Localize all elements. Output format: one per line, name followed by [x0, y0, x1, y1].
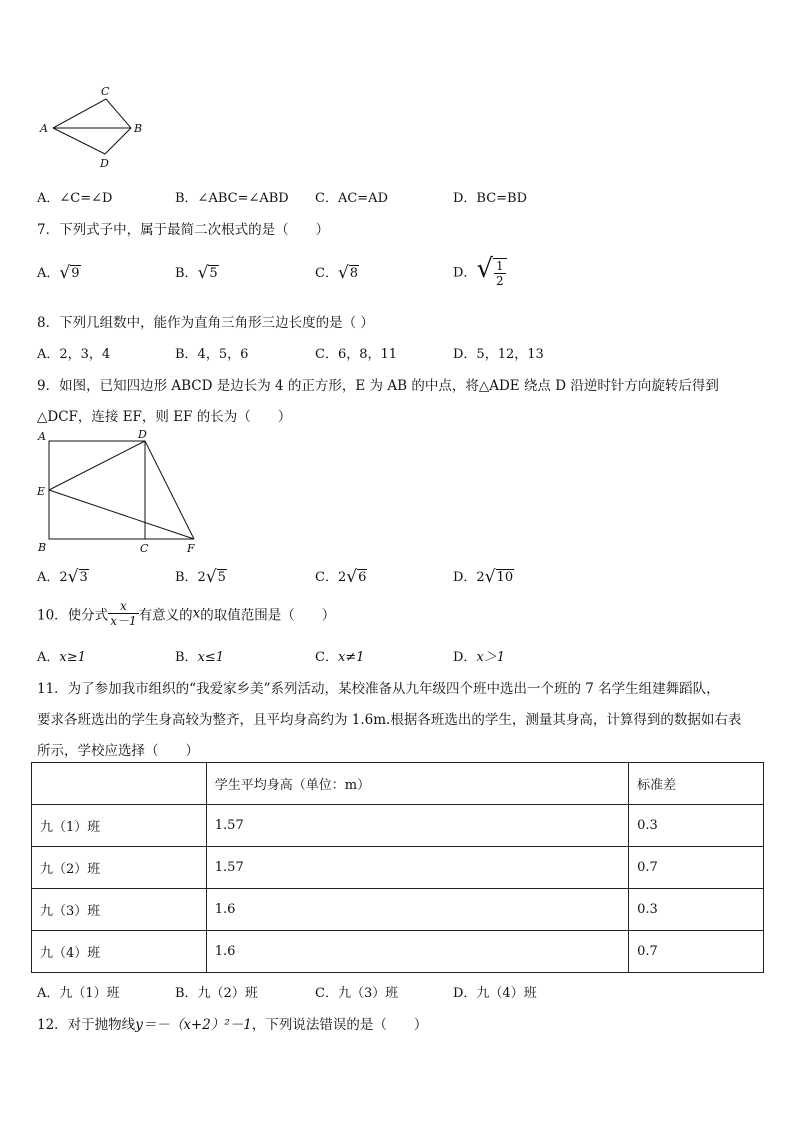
q9-option-c[interactable]	[315, 566, 367, 587]
sqrt-sign: √10	[484, 567, 514, 587]
table-cell-height: 1.57	[206, 805, 628, 847]
q10-prefix: 10．使分式	[37, 607, 109, 624]
height-data-table	[31, 762, 764, 973]
segment-de	[49, 441, 145, 490]
sqrt-sign: √8	[337, 263, 359, 283]
q10-var: x	[192, 605, 201, 622]
q10-suffix: 的取值范围是（ ）	[200, 607, 336, 624]
q10-d-expr: x＞1	[476, 650, 506, 665]
q12-suffix: ，下列说法错误的是（ ）	[251, 1017, 428, 1033]
q9-c-label: C．2	[315, 570, 347, 585]
kite-outline	[53, 99, 131, 154]
q9-b-label: B．2	[175, 570, 206, 585]
table-cell-height: 1.6	[206, 889, 628, 931]
q10-numerator: x	[108, 599, 138, 614]
q11-stem-line1: 11．为了参加我市组织的“我爱家乡美”系列活动，某校准备从九年级四个班中选出一个班的 7 名学生组建舞蹈队，	[37, 681, 720, 697]
q6-option-b[interactable]: B．∠ABC=∠ABD	[175, 191, 289, 206]
label-a: A	[40, 122, 48, 135]
table-row	[32, 931, 764, 973]
q11-option-c[interactable]: C．九（3）班	[315, 986, 399, 1001]
q10-denominator: x－1	[110, 614, 137, 628]
table-cell-class: 九（3）班	[32, 889, 207, 931]
table-row	[32, 889, 764, 931]
table-cell-class: 九（1）班	[32, 805, 207, 847]
q12-prefix: 12．对于抛物线	[37, 1017, 136, 1033]
label-d: D	[138, 428, 147, 441]
q8-option-a[interactable]: A．2，3，4	[37, 347, 111, 362]
q10-a-label: A．	[37, 650, 60, 665]
label-c: C	[140, 542, 149, 555]
label-c: C	[101, 85, 110, 98]
sqrt-sign: √3	[67, 567, 88, 587]
q7-a-label: A．	[37, 266, 60, 281]
q9-stem-line1: 9．如图，已知四边形 ABCD 是边长为 4 的正方形，E 为 AB 的中点，将△ADE 绕点 D 沿逆时针方向旋转后得到	[37, 378, 719, 394]
table-header-cell	[32, 763, 207, 805]
q8-option-c[interactable]: C．6，8，11	[315, 347, 398, 362]
kite-figure	[40, 85, 150, 175]
q9-a-radicand: 3	[79, 570, 88, 585]
label-f: F	[187, 542, 195, 555]
q10-c-label: C．	[315, 650, 338, 665]
q7-c-radicand: 8	[349, 266, 359, 281]
q10-option-b[interactable]	[175, 646, 224, 665]
q10-fraction	[108, 599, 138, 628]
q9-stem-line2: △DCF，连接 EF，则 EF 的长为（ ）	[37, 409, 292, 425]
q7-d-denominator: 2	[496, 273, 504, 288]
label-e: E	[37, 485, 46, 498]
table-cell-stddev: 0.3	[629, 889, 764, 931]
q8-stem: 8．下列几组数中，能作为直角三角形三边长度的是（ ）	[37, 315, 374, 331]
q10-d-label: D．	[453, 650, 477, 665]
q6-option-d[interactable]: D．BC=BD	[453, 191, 528, 206]
q7-c-label: C．	[315, 266, 338, 281]
q11-stem-line2: 要求各班选出的学生身高较为整齐，且平均身高约为 1.6m.根据各班选出的学生，测量其身高，计算得到的数据如右表	[37, 712, 742, 728]
q7-d-label: D．	[453, 265, 477, 281]
q7-b-radicand: 5	[209, 266, 218, 281]
q10-option-c[interactable]	[315, 646, 364, 665]
label-b: B	[134, 122, 143, 135]
segment-ef	[49, 490, 194, 539]
q10-option-d[interactable]	[453, 646, 505, 665]
label-b: B	[38, 541, 47, 554]
segment-df	[145, 441, 194, 539]
table-cell-stddev: 0.7	[629, 931, 764, 973]
q9-d-label: D．2	[453, 570, 485, 585]
table-cell-height: 1.57	[206, 847, 628, 889]
q10-middle: 有意义的	[138, 607, 193, 624]
sqrt-sign: √ $\frac{1}{2}$	[476, 254, 506, 288]
q11-option-a[interactable]: A．九（1）班	[37, 986, 120, 1001]
q7-option-a[interactable]	[37, 262, 81, 283]
q10-a-expr: x≥1	[59, 650, 86, 665]
table-cell-class: 九（4）班	[32, 931, 207, 973]
q11-option-d[interactable]: D．九（4）班	[453, 986, 537, 1001]
sqrt-sign: √6	[346, 567, 367, 587]
q6-option-c[interactable]: C．AC=AD	[315, 191, 388, 206]
q9-d-radicand: 10	[496, 570, 514, 585]
q9-a-label: A．2	[37, 570, 68, 585]
table-header-row	[32, 763, 764, 805]
q7-option-c[interactable]	[315, 262, 359, 283]
q8-option-b[interactable]: B．4，5，6	[175, 347, 249, 362]
q6-option-a[interactable]: A．∠C=∠D	[37, 191, 113, 206]
q7-d-numerator: 1	[496, 258, 504, 273]
q9-option-b[interactable]	[175, 566, 227, 587]
sqrt-sign: √5	[205, 567, 226, 587]
table-cell-class: 九（2）班	[32, 847, 207, 889]
table-row	[32, 847, 764, 889]
q10-b-label: B．	[175, 650, 198, 665]
q7-stem: 7．下列式子中，属于最简二次根式的是（ ）	[37, 222, 330, 238]
label-d: D	[100, 157, 109, 170]
sqrt-sign: √9	[59, 263, 80, 283]
q10-stem	[37, 599, 335, 628]
table-cell-stddev: 0.7	[629, 847, 764, 889]
q11-stem-line3: 所示，学校应选择（ ）	[37, 743, 199, 759]
q12-expression: y＝－（x+2）²－1	[135, 1017, 252, 1033]
label-a: A	[38, 430, 46, 443]
q9-option-a[interactable]	[37, 566, 89, 587]
q10-option-a[interactable]	[37, 646, 86, 665]
q7-a-radicand: 9	[71, 266, 80, 281]
q9-option-d[interactable]	[453, 566, 514, 587]
q9-c-radicand: 6	[358, 570, 367, 585]
q10-c-expr: x≠1	[337, 650, 365, 665]
table-header-cell: 学生平均身高（单位：m）	[206, 763, 628, 805]
q10-b-expr: x≤1	[197, 650, 225, 665]
q9-b-radicand: 5	[217, 570, 226, 585]
sqrt-sign: √5	[197, 263, 218, 283]
q7-b-label: B．	[175, 266, 198, 281]
q7-option-b[interactable]	[175, 262, 219, 283]
q11-option-b[interactable]: B．九（2）班	[175, 986, 258, 1001]
q12-stem	[37, 1013, 427, 1033]
q7-option-d[interactable]	[453, 254, 507, 288]
table-row	[32, 805, 764, 847]
table-header-cell: 标准差	[629, 763, 764, 805]
table-cell-height: 1.6	[206, 931, 628, 973]
q8-option-d[interactable]: D．5，12，13	[453, 347, 544, 362]
table-cell-stddev: 0.3	[629, 805, 764, 847]
square-abcd	[49, 441, 145, 539]
square-rotation-figure	[35, 428, 205, 558]
